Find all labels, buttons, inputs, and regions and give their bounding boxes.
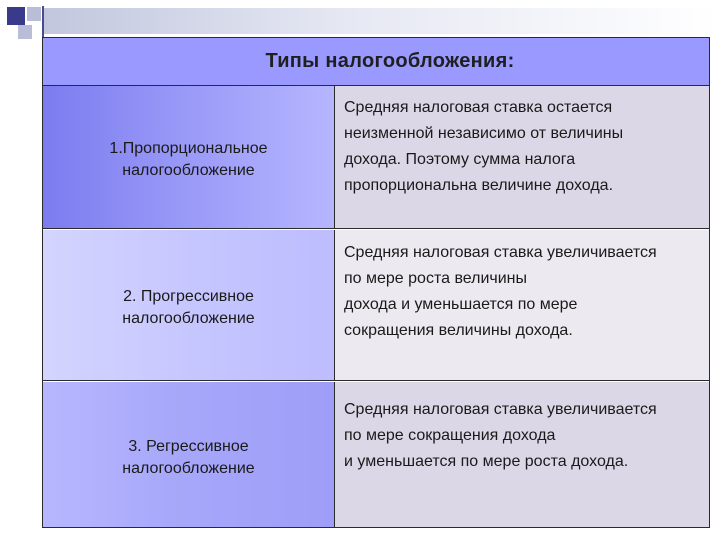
- tax-type-cell: [43, 86, 335, 228]
- decorative-square-dark: [7, 7, 25, 25]
- tax-type-cell: [43, 230, 335, 380]
- tax-types-table: [42, 37, 710, 528]
- tax-type-label: 3. Регрессивное налогообложение: [122, 437, 255, 477]
- table-title-row: [43, 38, 709, 86]
- tax-type-cell: [43, 382, 335, 527]
- tax-type-label: 1.Пропорциональное налогообложение: [109, 140, 268, 179]
- decorative-square-light: [27, 7, 41, 21]
- tax-description: Средняя налоговая ставка увеличивается по мере роста величины дохода и уменьшается по мере сокращения величины дохода.: [335, 230, 709, 380]
- tax-description: Средняя налоговая ставка остается неизменной независимо от величины дохода. Поэтому сумма налога пропорциональна величине дохода.: [335, 86, 709, 228]
- decorative-gradient-band: [44, 8, 720, 34]
- decorative-square-light: [18, 25, 32, 39]
- table-row: [43, 86, 709, 229]
- tax-description: Средняя налоговая ставка увеличивается по мере сокращения дохода и уменьшается по мере роста дохода.: [335, 382, 709, 527]
- table-title: Типы налогообложения:: [265, 50, 515, 72]
- tax-type-label: 2. Прогрессивное налогообложение: [122, 288, 255, 327]
- table-row: [43, 230, 709, 381]
- table-row: [43, 382, 709, 527]
